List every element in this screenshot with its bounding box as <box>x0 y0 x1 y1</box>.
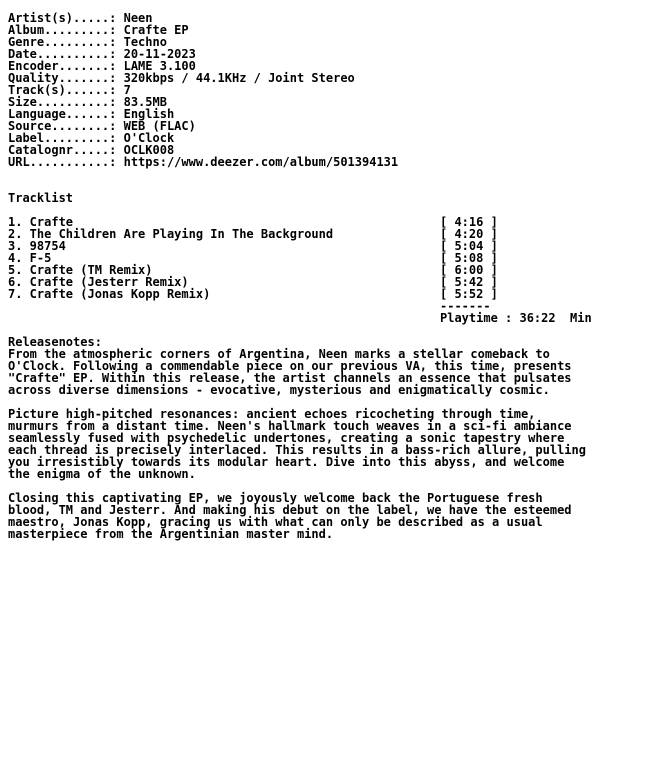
paragraph-line: across diverse dimensions - evocative, mysterious and enigmatically cosmic. <box>8 383 550 397</box>
meta-key: Date..........: <box>8 47 124 61</box>
releasenotes-paragraph <box>8 348 648 396</box>
paragraph-line: maestro, Jonas Kopp, gracing us with what can only be described as a usual <box>8 515 543 529</box>
track-title: 5. Crafte (TM Remix) <box>8 263 153 277</box>
meta-key: Language......: <box>8 107 124 121</box>
meta-key: Album.........: <box>8 23 124 37</box>
releasenotes-paragraph <box>8 408 648 480</box>
meta-value: Techno <box>123 35 167 49</box>
track-time: [ 4:20 ] <box>440 227 498 241</box>
meta-value: Neen <box>123 11 153 25</box>
meta-key: URL...........: <box>8 155 124 169</box>
track-title: 1. Crafte <box>8 215 74 229</box>
paragraph-line: "Crafte" EP. Within this release, the artist channels an essence that pulsates <box>8 371 572 385</box>
track-time: [ 5:52 ] <box>440 287 498 301</box>
metadata-block <box>8 12 648 168</box>
paragraph-line: From the atmospheric corners of Argentina, Neen marks a stellar comeback to <box>8 347 550 361</box>
meta-value: OCLK008 <box>123 143 175 157</box>
track-time: [ 6:00 ] <box>440 263 498 277</box>
playtime-row <box>8 312 648 324</box>
track-time: [ 5:08 ] <box>440 251 498 265</box>
track-title: 7. Crafte (Jonas Kopp Remix) <box>8 287 211 301</box>
releasenotes-paragraph <box>8 492 648 540</box>
playtime-total: Playtime : 36:22 Min <box>440 311 592 325</box>
meta-value: https://www.deezer.com/album/501394131 <box>123 155 399 169</box>
meta-value: 7 <box>123 83 131 97</box>
meta-value: 20-11-2023 <box>123 47 196 61</box>
releasenotes-heading: Releasenotes: <box>8 335 102 349</box>
spacer <box>8 168 648 192</box>
paragraph-line: Picture high-pitched resonances: ancient echoes ricocheting through time, <box>8 407 536 421</box>
track-time: [ 5:04 ] <box>440 239 498 253</box>
spacer <box>8 324 648 336</box>
spacer <box>8 204 648 216</box>
paragraph-line: Closing this captivating EP, we joyously welcome back the Portuguese fresh <box>8 491 543 505</box>
meta-row-url <box>8 156 648 168</box>
paragraph-line: blood, TM and Jesterr. And making his debut on the label, we have the esteemed <box>8 503 572 517</box>
track-title: 6. Crafte (Jesterr Remix) <box>8 275 189 289</box>
track-title: 2. The Children Are Playing In The Background <box>8 227 334 241</box>
nfo-document <box>8 12 648 540</box>
playtime-divider: ------- <box>440 299 491 313</box>
meta-key: Label.........: <box>8 131 124 145</box>
meta-value: Crafte EP <box>123 23 189 37</box>
track-title: 3. 98754 <box>8 239 66 253</box>
paragraph-line: each thread is precisely interlaced. This results in a bass-rich allure, pulling <box>8 443 586 457</box>
meta-value: LAME 3.100 <box>123 59 196 73</box>
track-row <box>8 228 648 240</box>
meta-value: 83.5MB <box>123 95 167 109</box>
paragraph-line: the enigma of the unknown. <box>8 467 196 481</box>
meta-key: Genre.........: <box>8 35 124 49</box>
meta-key: Source........: <box>8 119 124 133</box>
meta-key: Artist(s).....: <box>8 11 124 25</box>
paragraph-line: masterpiece from the Argentinian master mind. <box>8 527 334 541</box>
meta-key: Size..........: <box>8 95 124 109</box>
meta-value: 320kbps / 44.1KHz / Joint Stereo <box>123 71 355 85</box>
paragraph-line: you irresistibly towards its modular heart. Dive into this abyss, and welcome <box>8 455 565 469</box>
tracklist-heading: Tracklist <box>8 191 74 205</box>
track-time: [ 5:42 ] <box>440 275 498 289</box>
track-time: [ 4:16 ] <box>440 215 498 229</box>
meta-key: Encoder.......: <box>8 59 124 73</box>
tracklist <box>8 216 648 324</box>
track-row <box>8 240 648 252</box>
meta-key: Track(s)......: <box>8 83 124 97</box>
meta-key: Quality.......: <box>8 71 124 85</box>
paragraph-line: seamlessly fused with psychedelic undertones, creating a sonic tapestry where <box>8 431 565 445</box>
paragraph-line: murmurs from a distant time. Neen's hallmark touch weaves in a sci-fi ambiance <box>8 419 572 433</box>
meta-value: English <box>123 107 175 121</box>
paragraph-line: O'Clock. Following a commendable piece on our previous VA, this time, presents <box>8 359 572 373</box>
track-title: 4. F-5 <box>8 251 52 265</box>
meta-value: O'Clock <box>123 131 175 145</box>
track-row <box>8 288 648 300</box>
meta-key: Catalognr.....: <box>8 143 124 157</box>
meta-value: WEB (FLAC) <box>123 119 196 133</box>
